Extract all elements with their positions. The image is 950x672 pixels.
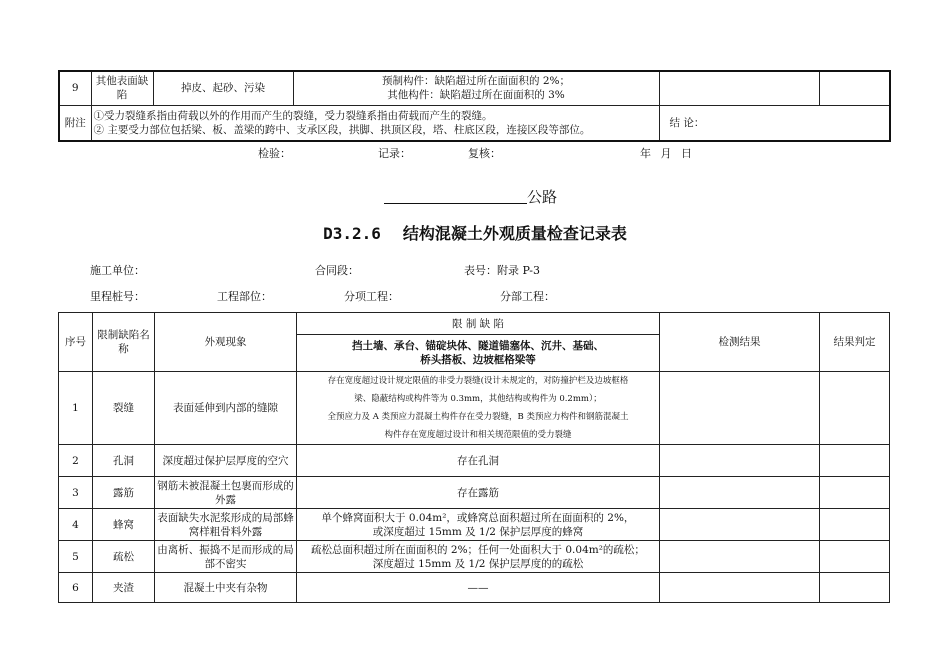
limit-line: 疏松总面积超过所在面面积的 2%；任何一处面积大于 0.04m²的疏松； bbox=[311, 543, 645, 556]
note-label: 附注 bbox=[59, 105, 91, 141]
header-defect-name: 限制缺陷名称 bbox=[93, 313, 155, 372]
phenomenon: 表面缺失水泥浆形成的局部蜂窝样粗骨料外露 bbox=[155, 509, 297, 541]
defect-name: 孔洞 bbox=[93, 445, 155, 477]
row-number: 4 bbox=[59, 509, 93, 541]
limit-line: 梁、隐蔽结构或构件等为 0.3mm，其他结构或构件为 0.2mm）； bbox=[354, 394, 602, 404]
row-number: 5 bbox=[59, 541, 93, 573]
judgement-cell[interactable] bbox=[820, 372, 890, 445]
header-limit-subtitle bbox=[297, 335, 660, 372]
result-cell[interactable] bbox=[659, 71, 819, 105]
road-name-blank[interactable] bbox=[384, 189, 527, 204]
header-limit-title: 限 制 缺 陷 bbox=[297, 313, 660, 335]
header-judgement: 结果判定 bbox=[820, 313, 890, 372]
judgement-cell[interactable] bbox=[820, 541, 890, 573]
header-row bbox=[59, 313, 890, 335]
judgement-cell[interactable] bbox=[820, 477, 890, 509]
date-label: 年 月 日 bbox=[640, 147, 692, 160]
limit-defect: 存在孔洞 bbox=[297, 445, 660, 477]
table-row bbox=[59, 541, 890, 573]
limit-defect bbox=[293, 71, 659, 105]
defect-name: 夹渣 bbox=[93, 573, 155, 603]
phenomenon: 混凝土中夹有杂物 bbox=[155, 573, 297, 603]
station-label: 里程桩号： bbox=[90, 290, 145, 303]
result-cell[interactable] bbox=[660, 509, 820, 541]
judgement-cell[interactable] bbox=[820, 573, 890, 603]
note-line: ①受力裂缝系指由荷载以外的作用而产生的裂缝，受力裂缝系指由荷载而产生的裂缝。 bbox=[93, 109, 493, 122]
limit-line: 构件存在宽度超过设计和相关规范限值的受力裂缝 bbox=[384, 430, 572, 440]
result-cell[interactable] bbox=[660, 541, 820, 573]
table-row bbox=[59, 477, 890, 509]
row-number: 1 bbox=[59, 372, 93, 445]
limit-line: 单个蜂窝面积大于 0.04m²，或蜂窝总面积超过所在面面积的 2%， bbox=[321, 511, 635, 524]
limit-line: 预制构件：缺陷超过所在面面积的 2%； bbox=[382, 75, 570, 88]
form-name: 结构混凝土外观质量检查记录表 bbox=[402, 224, 627, 243]
inspection-table bbox=[58, 312, 890, 603]
note-line: ② 主要受力部位包括梁、板、盖梁的跨中、支承区段，拱脚、拱顶区段，塔、柱底区段，连接区段等部位。 bbox=[93, 123, 591, 136]
phenomenon: 钢筋未被混凝土包裹而形成的外露 bbox=[155, 477, 297, 509]
limit-line: 或深度超过 15mm 及 1/2 保护层厚度的蜂窝 bbox=[372, 525, 584, 538]
road-title: 公路 bbox=[384, 186, 557, 207]
phenomenon: 由离析、振捣不足而形成的局部不密实 bbox=[155, 541, 297, 573]
judgement-cell[interactable] bbox=[820, 445, 890, 477]
limit-defect bbox=[297, 372, 660, 445]
contract-label: 合同段： bbox=[315, 264, 359, 277]
table-row bbox=[59, 445, 890, 477]
record-label: 记录： bbox=[378, 147, 411, 160]
result-cell[interactable] bbox=[660, 573, 820, 603]
limit-subtitle-line: 桥头搭板、边坡框格梁等 bbox=[420, 354, 536, 366]
form-code: D3.2.6 bbox=[323, 224, 381, 243]
row-number: 2 bbox=[59, 445, 93, 477]
location-label: 工程部位： bbox=[217, 290, 272, 303]
table-row bbox=[59, 372, 890, 445]
table-row bbox=[59, 573, 890, 603]
defect-name: 蜂窝 bbox=[93, 509, 155, 541]
header-phenomenon: 外观现象 bbox=[155, 313, 297, 372]
form-title bbox=[0, 221, 950, 244]
limit-defect: 存在露筋 bbox=[297, 477, 660, 509]
limit-line: 深度超过 15mm 及 1/2 保护层厚度的的疏松 bbox=[372, 557, 584, 570]
limit-subtitle-line: 挡土墙、承台、锚碇块体、隧道锚塞体、沉井、基础、 bbox=[352, 340, 604, 352]
judgement-cell[interactable] bbox=[820, 509, 890, 541]
phenomenon: 表面延伸到内部的缝隙 bbox=[155, 372, 297, 445]
result-cell[interactable] bbox=[660, 372, 820, 445]
limit-defect: —— bbox=[297, 573, 660, 603]
construction-unit-label: 施工单位： bbox=[90, 264, 145, 277]
defect-name: 裂缝 bbox=[93, 372, 155, 445]
result-cell[interactable] bbox=[660, 477, 820, 509]
note-text bbox=[91, 105, 659, 141]
row-number: 3 bbox=[59, 477, 93, 509]
judgement-cell[interactable] bbox=[819, 71, 890, 105]
limit-line: 全预应力及 A 类预应力混凝土构件存在受力裂缝，B 类预应力构件和钢筋混凝土 bbox=[327, 412, 629, 422]
note-row bbox=[59, 105, 890, 141]
previous-page-table bbox=[58, 70, 891, 142]
defect-name: 露筋 bbox=[93, 477, 155, 509]
table-row bbox=[59, 509, 890, 541]
conclusion-cell[interactable]: 结 论： bbox=[659, 105, 890, 141]
sub-item-label: 分项工程： bbox=[344, 290, 399, 303]
row-number: 9 bbox=[59, 71, 91, 105]
defect-name: 疏松 bbox=[93, 541, 155, 573]
result-cell[interactable] bbox=[660, 445, 820, 477]
limit-defect bbox=[297, 509, 660, 541]
table-number: 表号：附录 P-3 bbox=[464, 264, 541, 277]
check-label: 检验： bbox=[258, 147, 291, 160]
phenomenon: 深度超过保护层厚度的空穴 bbox=[155, 445, 297, 477]
phenomenon: 掉皮、起砂、污染 bbox=[153, 71, 293, 105]
limit-defect bbox=[297, 541, 660, 573]
row-number: 6 bbox=[59, 573, 93, 603]
review-label: 复核： bbox=[468, 147, 501, 160]
division-label: 分部工程： bbox=[500, 290, 555, 303]
header-no: 序号 bbox=[59, 313, 93, 372]
header-result: 检测结果 bbox=[660, 313, 820, 372]
limit-line: 其他构件：缺陷超过所在面面积的 3% bbox=[387, 89, 565, 102]
limit-line: 存在宽度超过设计规定限值的非受力裂缝(设计未规定的，对防撞护栏及边坡框格 bbox=[327, 376, 629, 386]
table-row bbox=[59, 71, 890, 105]
defect-name: 其他表面缺陷 bbox=[91, 71, 153, 105]
